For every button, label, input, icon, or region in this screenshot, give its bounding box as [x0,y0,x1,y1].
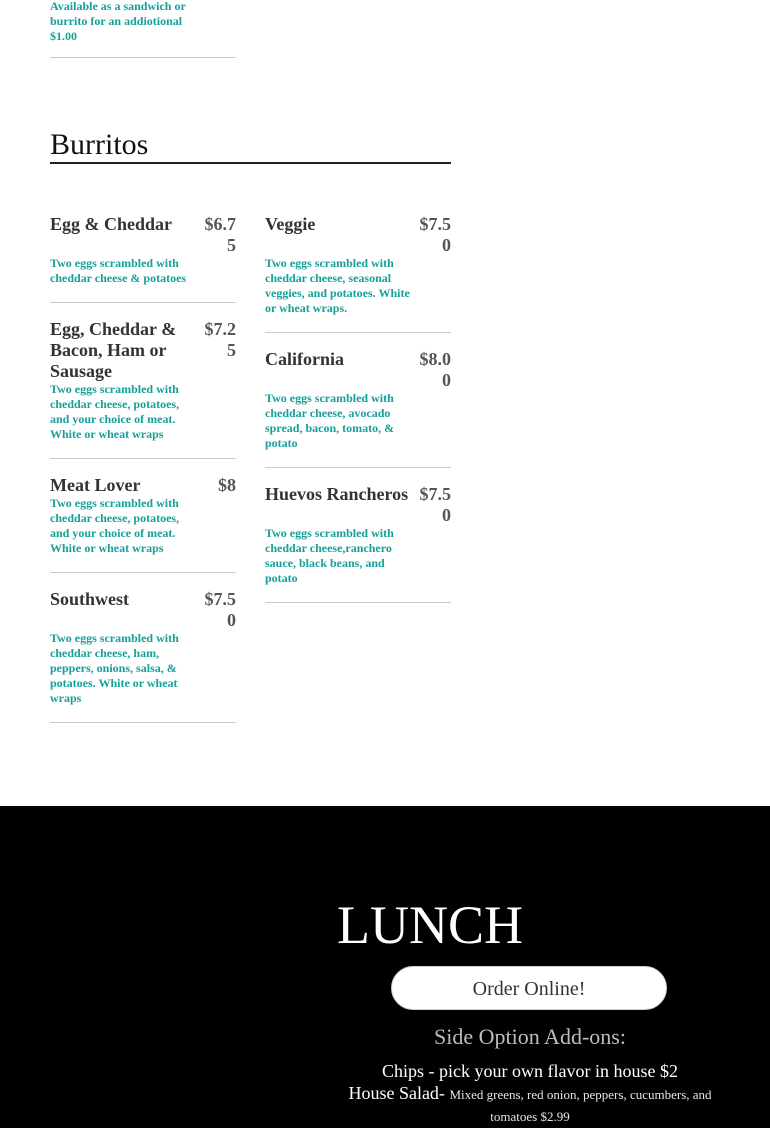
burritos-column-right [265,214,451,619]
item-price: $7.50 [419,484,451,525]
item-name: Veggie [265,214,316,234]
menu-item [50,319,236,459]
item-description: Two eggs scrambled with cheddar cheese, potatoes, and your choice of meat. White or wheat wraps [50,496,180,555]
item-description: Two eggs scrambled with cheddar cheese, potatoes, and your choice of meat. White or wheat wraps [50,382,180,441]
item-name: Meat Lover [50,475,141,495]
addon-salad-detail: Mixed greens, red onion, peppers, cucumbers, and tomatoes $2.99 [449,1087,712,1124]
menu-item [265,484,451,603]
item-description: Two eggs scrambled with cheddar cheese & potatoes [50,256,187,285]
menu-item [50,589,236,723]
addon-chips: Chips - pick your own flavor in house $2 [382,1061,678,1081]
item-name: Huevos Rancheros [265,484,409,504]
addon-salad-label: House Salad- [348,1083,450,1103]
item-description: Available as a sandwich or burrito for an addiotional $1.00 [50,0,186,43]
item-description: Two eggs scrambled with cheddar cheese, ham, peppers, onions, salsa, & potatoes. White or wheat wraps [50,631,179,705]
item-divider [50,57,236,58]
burritos-column-left [50,214,236,739]
addon-house-salad [330,1083,730,1127]
item-description: Two eggs scrambled with cheddar cheese, avocado spread, bacon, tomato, & potato [265,391,395,450]
item-price: $6.75 [204,214,236,255]
addons-title: Side Option Add-ons: [434,1024,626,1049]
item-name: Southwest [50,589,130,609]
menu-item [50,475,236,573]
section-title-burritos: Burritos [50,128,149,161]
item-price: $7.50 [204,589,236,630]
item-name: Egg, Cheddar & Bacon, Ham or Sausage [50,319,177,381]
section-title-lunch: LUNCH [337,895,523,955]
menu-item [50,214,236,303]
menu-item [265,214,451,333]
item-price: $7.25 [204,319,236,360]
item-name: Egg & Cheddar [50,214,173,234]
menu-item [265,349,451,468]
order-online-button[interactable]: Order Online! [391,966,667,1010]
item-description: Two eggs scrambled with cheddar cheese, seasonal veggies, and potatoes. White or wheat wraps. [265,256,410,315]
item-price: $7.50 [419,214,451,255]
item-description: Two eggs scrambled with cheddar cheese,ranchero sauce, black beans, and potato [265,526,394,585]
item-price: $8 [218,475,236,495]
item-name: California [265,349,344,369]
item-price: $8.00 [419,349,451,390]
section-divider [50,162,451,164]
menu-item-partial [50,0,236,44]
